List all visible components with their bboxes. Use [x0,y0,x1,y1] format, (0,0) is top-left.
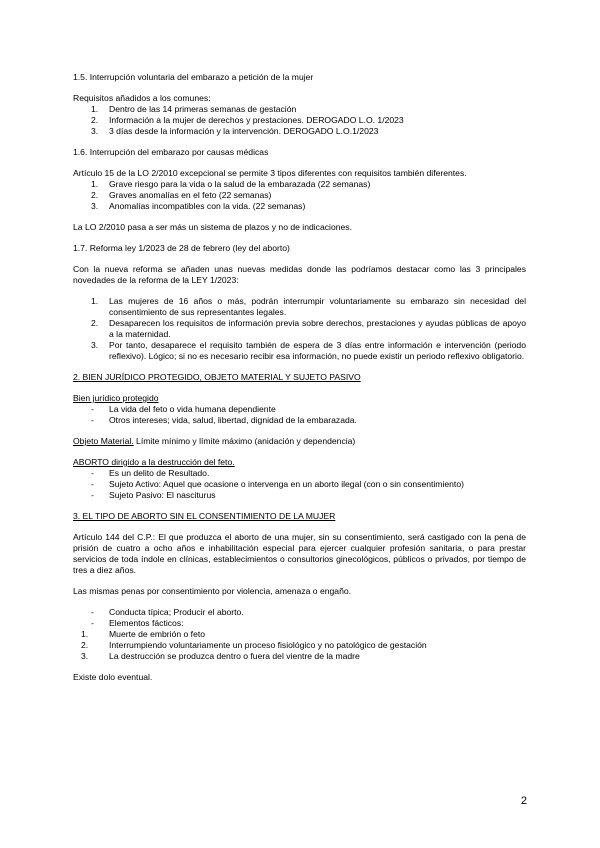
section-3-dash-list [73,607,526,629]
section-1-6-title: 1.6. Interrupción del embarazo por causas médicas [73,147,269,157]
list-item: 2. Información a la mujer de derechos y prestaciones. DEROGADO L.O. 1/2023 [91,115,404,125]
bien-juridico-list [73,404,526,426]
list-item: - Sujeto Pasivo: El nasciturus [91,490,216,500]
bien-juridico-title: Bien jurídico protegido [73,393,159,403]
elementos-facticos-list [73,629,526,662]
list-item: - La vida del feto o vida humana dependiente [91,404,276,414]
section-1-5-title: 1.5. Interrupción voluntaria del embarazo a petición de la mujer [73,72,314,82]
list-item: 3. 3 días desde la información y la intervención. DEROGADO L.O.1/2023 [91,126,379,136]
list-item: 1. Las mujeres de 16 años o más, podrán interrumpir voluntariamente su embarazo sin necesidad del consentimiento de sus representantes legales. [91,296,526,317]
section-3-closing: Existe dolo eventual. [73,672,153,682]
list-item: 3. Anomalías incompatibles con la vida. (22 semanas) [91,201,306,211]
objeto-material-text: Límite mínimo y límite máximo (anidación y dependencia) [133,436,356,446]
section-3-title: 3. EL TIPO DE ABORTO SIN EL CONSENTIMIENTO DE LA MUJER [73,511,336,521]
list-item: - Elementos fácticos: [91,618,184,628]
list-item: 1. Dentro de las 14 primeras semanas de gestación [91,104,297,114]
page-number: 2 [520,795,527,807]
list-item: - Conducta típica; Producir el aborto. [91,607,244,617]
section-1-5-list [73,104,526,137]
aborto-list [73,468,526,501]
list-item: 2. Desaparecen los requisitos de información previa sobre derechos, prestaciones y ayudas públicas de apoyo a la maternidad. [91,318,526,339]
mismas-penas: Las mismas penas por consentimiento por violencia, amenaza o engaño. [73,586,352,596]
aborto-title: ABORTO dirigido a la destrucción del feto. [73,457,235,467]
objeto-material-label: Objeto Material. [73,436,134,446]
list-item: 3. La destrucción se produzca dentro o fuera del vientre de la madre [81,651,360,661]
list-item: 3. Por tanto, desaparece el requisito también de espera de 3 días entre información e intervención (periodo reflexivo). Lógico; si no es necesario recibir esa información, no puede existir un periodo reflexivo obligatorio. [91,340,526,361]
list-item: - Sujeto Activo: Aquel que ocasione o intervenga en un aborto ilegal (con o sin consentimiento) [91,479,464,489]
list-item: 2. Interrumpiendo voluntariamente un proceso fisiológico y no patológico de gestación [81,640,427,650]
articulo-144: Artículo 144 del C.P.: El que produzca el aborto de una mujer, sin su consentimiento, será castigado con la pena de prisión de cuatro a ocho años e inhabilitación especial para ejercer cualquier profesión sanitaria, o para prestar servicios de toda índole en clínicas, establecimientos o consultorios ginecológicos, públicos o privados, por tiempo de tres a diez años. [73,532,526,575]
section-1-5-intro: Requisitos añadidos a los comunes: [73,93,211,103]
section-1-6-intro: Artículo 15 de la LO 2/2010 excepcional se permite 3 tipos diferentes con requisitos también diferentes. [73,168,467,178]
list-item: - Otros intereses; vida, salud, libertad, dignidad de la embarazada. [91,415,357,425]
section-1-7-intro: Con la nueva reforma se añaden unas nuevas medidas donde las podríamos destacar como las 3 principales novedades de la reforma de la LEY 1/2023: [73,264,526,285]
section-1-7-title: 1.7. Reforma ley 1/2023 de 28 de febrero (ley del aborto) [73,243,290,253]
document-page [73,72,526,683]
list-item: - Es un delito de Resultado. [91,468,210,478]
section-1-6-closing: La LO 2/2010 pasa a ser más un sistema de plazos y no de indicaciones. [73,222,352,232]
list-item: 1. Grave riesgo para la vida o la salud de la embarazada (22 semanas) [91,179,371,189]
objeto-material [73,436,526,447]
list-item: 1. Muerte de embrión o feto [81,629,206,639]
section-1-6-list [73,179,526,212]
section-1-7-list [73,296,526,362]
list-item: 2. Graves anomalías en el feto (22 semanas) [91,190,272,200]
section-2-title: 2. BIEN JURÍDICO PROTEGIDO, OBJETO MATERIAL Y SUJETO PASIVO [73,372,361,382]
